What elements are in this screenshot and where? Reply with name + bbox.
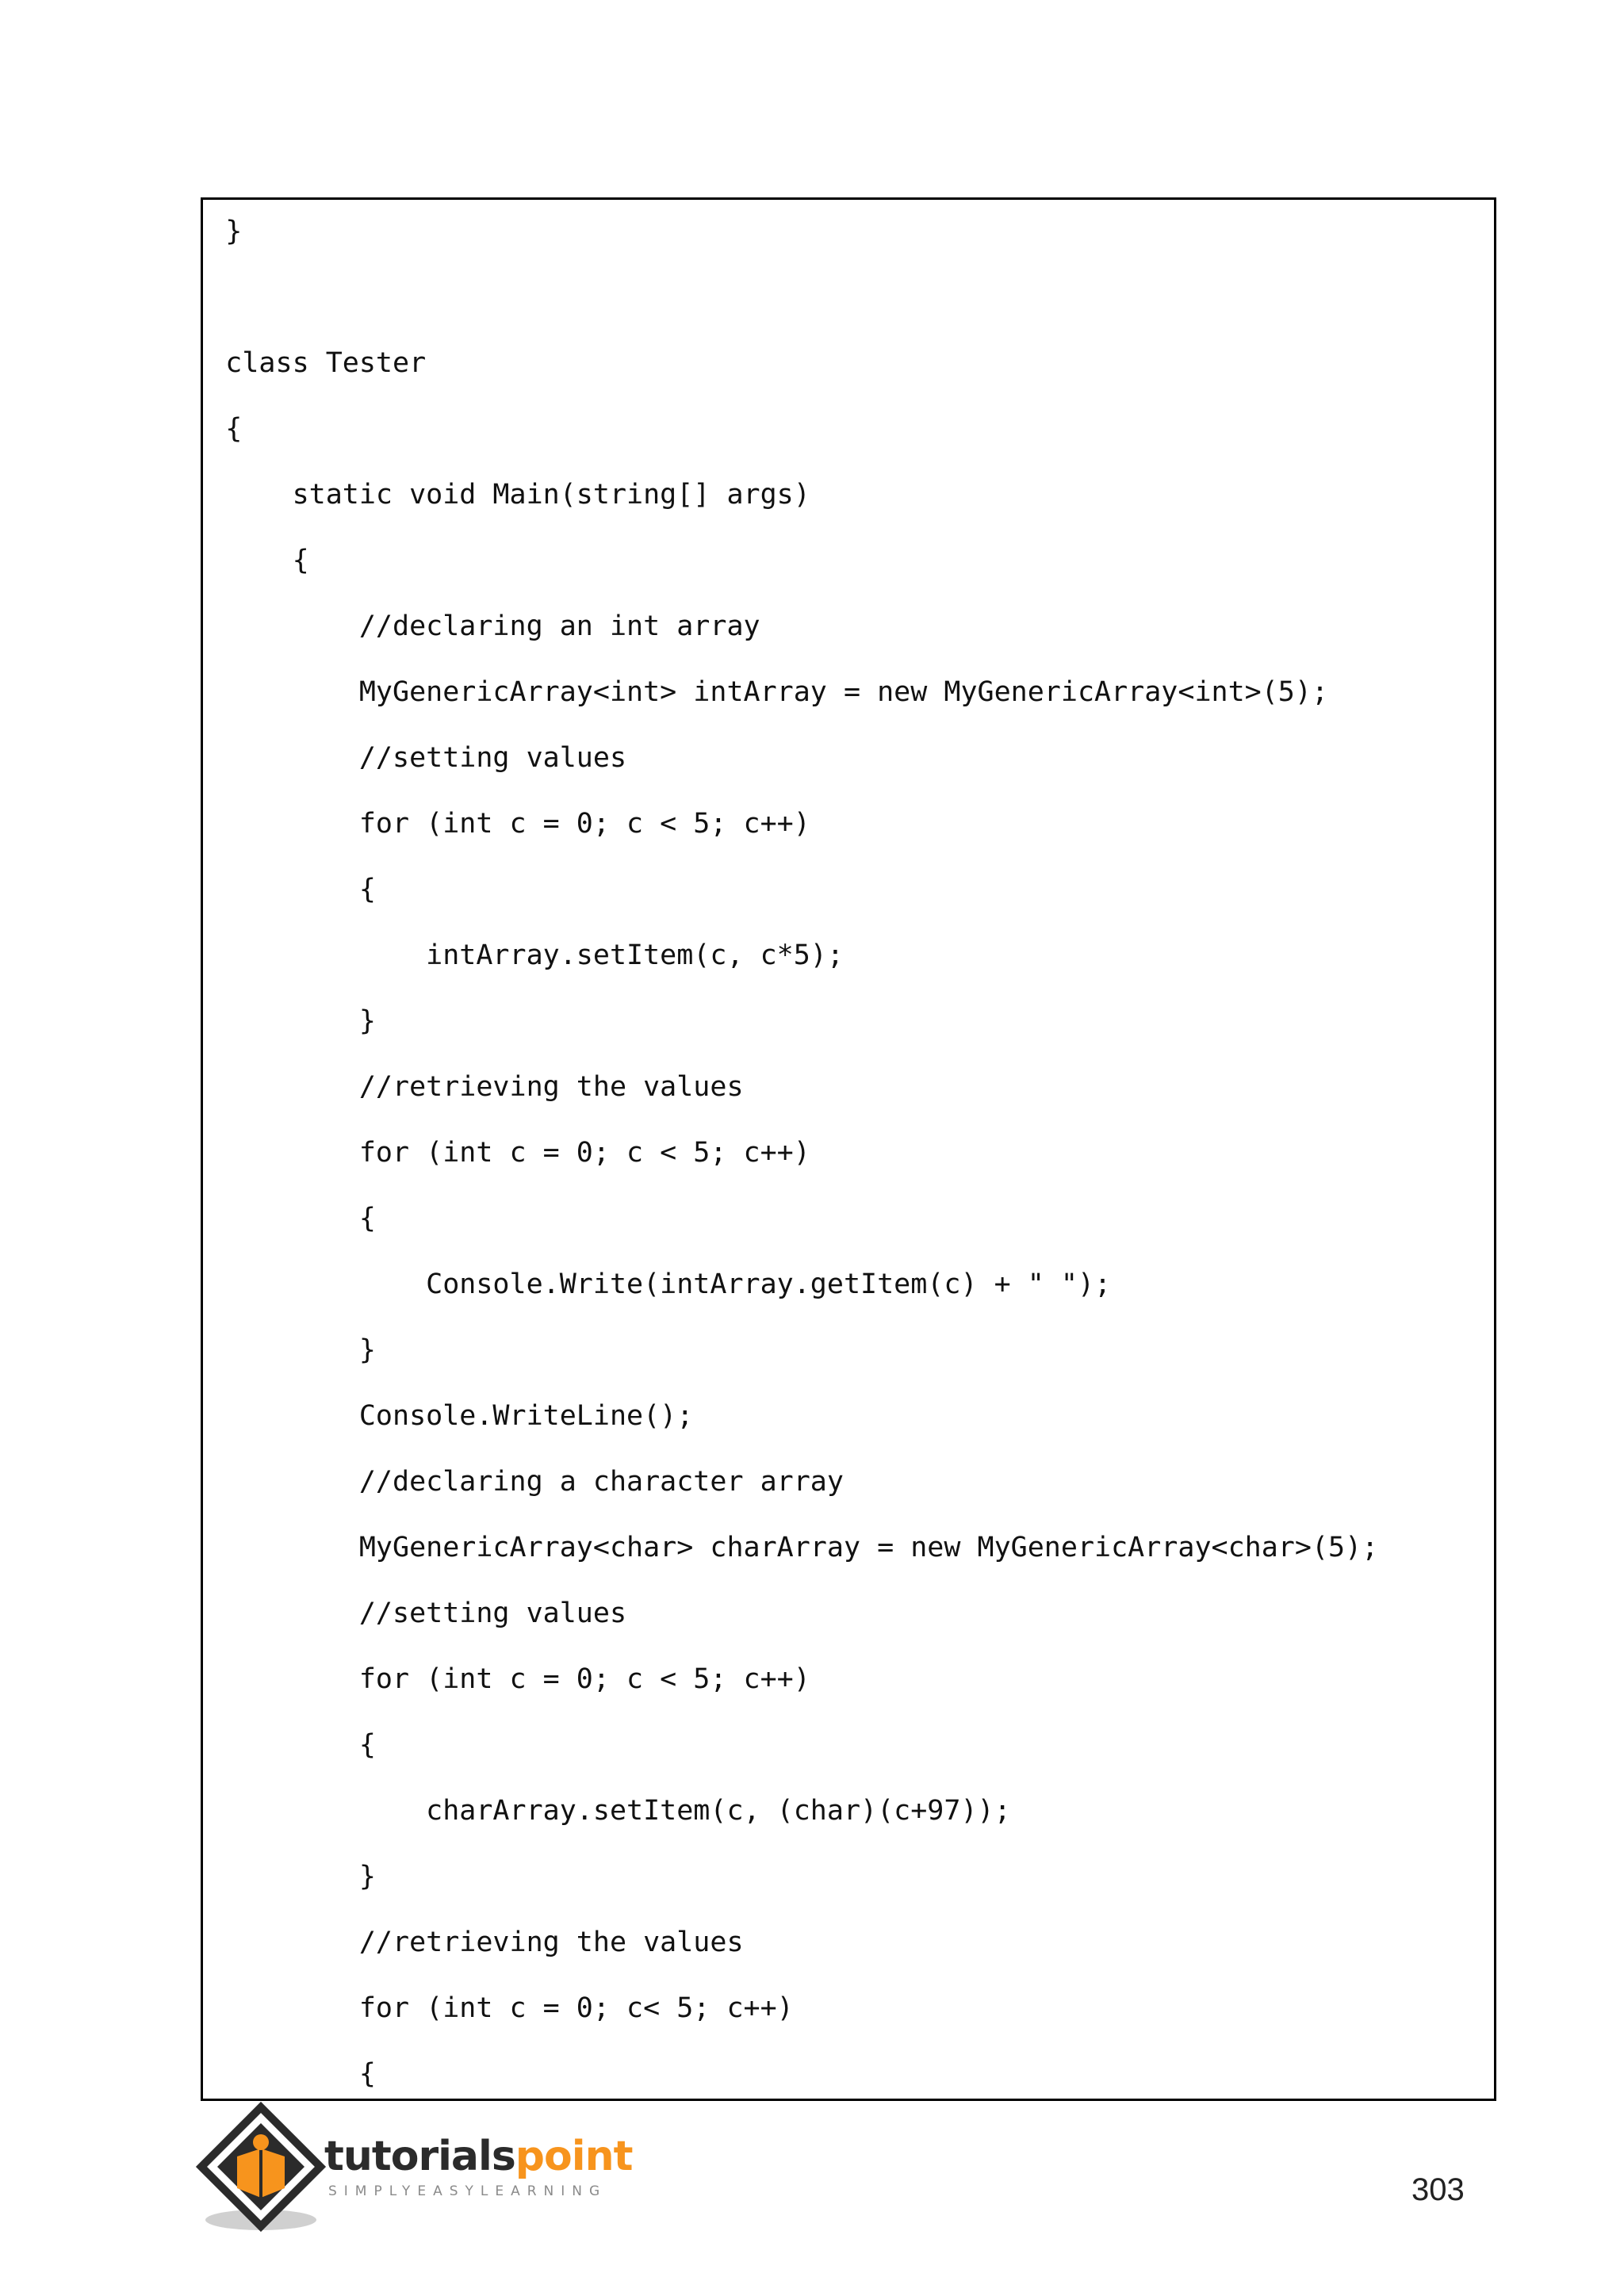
code-line: { bbox=[159, 413, 243, 445]
code-line: } bbox=[159, 1334, 376, 1366]
code-line: { bbox=[159, 874, 376, 905]
logo-wordmark bbox=[324, 2133, 632, 2180]
logo-word-tutorials: tutorials bbox=[324, 2133, 515, 2180]
code-line: { bbox=[159, 2058, 376, 2090]
code-line: //retrieving the values bbox=[159, 1927, 744, 1958]
code-line: //setting values bbox=[159, 742, 627, 774]
code-line: static void Main(string[] args) bbox=[159, 479, 810, 511]
code-listing-box bbox=[159, 197, 1496, 2101]
code-line: for (int c = 0; c < 5; c++) bbox=[159, 1137, 810, 1169]
code-line: charArray.setItem(c, (char)(c+97)); bbox=[159, 1795, 1011, 1827]
code-line: //retrieving the values bbox=[159, 1071, 744, 1103]
code-line: //declaring a character array bbox=[159, 1466, 844, 1498]
code-line: { bbox=[159, 545, 309, 576]
code-line: //declaring an int array bbox=[159, 610, 760, 642]
code-line: { bbox=[159, 1203, 376, 1234]
code-line: MyGenericArray<char> charArray = new MyGenericArray<char>(5); bbox=[159, 1532, 1379, 1563]
logo-tagline: SIMPLYEASYLEARNING bbox=[328, 2183, 607, 2199]
logo-diamond-icon bbox=[193, 2101, 328, 2236]
code-line: } bbox=[159, 1005, 376, 1037]
code-line: } bbox=[159, 216, 243, 247]
code-line: for (int c = 0; c < 5; c++) bbox=[159, 1663, 810, 1695]
logo-word-point: point bbox=[515, 2133, 633, 2180]
code-line: for (int c = 0; c < 5; c++) bbox=[159, 808, 810, 840]
code-line: Console.WriteLine(); bbox=[159, 1400, 694, 1432]
code-line: for (int c = 0; c< 5; c++) bbox=[159, 1992, 794, 2024]
code-line: } bbox=[159, 1861, 376, 1892]
code-line: class Tester bbox=[159, 347, 427, 379]
code-line: { bbox=[159, 1729, 376, 1761]
code-line: Console.Write(intArray.getItem(c) + " "); bbox=[159, 1269, 1112, 1300]
code-line: //setting values bbox=[159, 1598, 627, 1629]
page-number: 303 bbox=[1411, 2172, 1465, 2207]
code-line: intArray.setItem(c, c*5); bbox=[159, 939, 844, 971]
code-line: MyGenericArray<int> intArray = new MyGenericArray<int>(5); bbox=[159, 676, 1329, 708]
tutorialspoint-logo bbox=[193, 2101, 653, 2236]
